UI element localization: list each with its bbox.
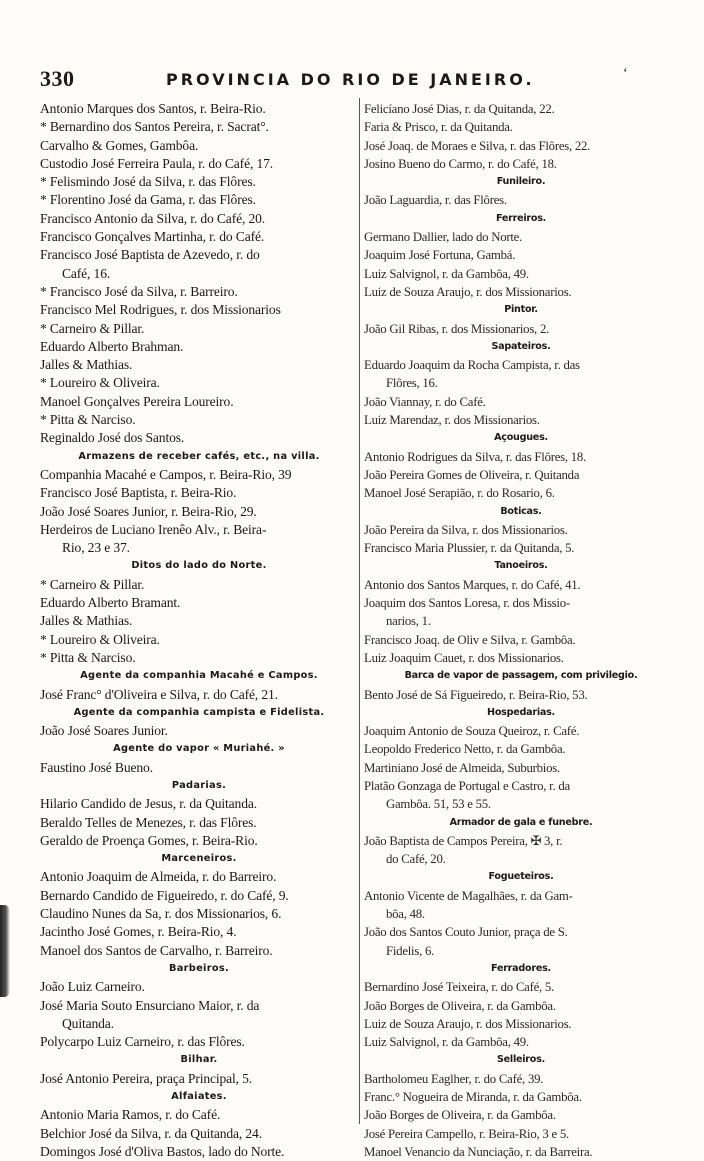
section-heading: Barca de vapor de passagem, com privilegio. — [404, 670, 638, 682]
directory-entry: João José Soares Junior. — [40, 723, 168, 739]
section-heading: Ferreiros. — [495, 212, 547, 224]
entry-continuation: Flôres, 16. — [386, 376, 438, 391]
section-heading: Ferradores. — [491, 962, 551, 974]
directory-entry: José Joaq. de Moraes e Silva, r. das Flôres, 22. — [364, 138, 591, 153]
directory-entry: Manoel dos Santos de Carvalho, r. Barreiro. — [40, 942, 273, 958]
column-divider — [359, 98, 360, 1124]
directory-entry: João Borges de Oliveira, r. da Gambôa. — [364, 1108, 556, 1123]
directory-entry: José Franc° d'Oliveira e Silva, r. do Café, 21. — [40, 686, 278, 702]
directory-entry: Manoel Gonçalves Pereira Loureiro. — [40, 393, 234, 409]
directory-entry: José Maria Souto Ensurciano Maior, r. da — [40, 997, 260, 1013]
section-heading: Açougues. — [494, 432, 548, 444]
entry-continuation: Rio, 23 e 37. — [62, 540, 130, 556]
directory-entry: * Loureiro & Oliveira. — [40, 631, 160, 647]
directory-entry: Carvalho & Gomes, Gambôa. — [40, 137, 199, 153]
directory-entry: João Viannay, r. do Café. — [364, 394, 486, 409]
directory-entry: Bernardo Candido de Figueiredo, r. do Café, 9. — [40, 887, 289, 903]
corner-mark: ‘ — [623, 66, 628, 81]
directory-entry: Luiz de Souza Araujo, r. dos Missionarios. — [364, 1016, 572, 1031]
directory-entry: Domingos José d'Oliva Bastos, lado do Norte. — [40, 1143, 285, 1159]
entry-continuation: do Café, 20. — [386, 852, 446, 867]
section-heading: Bilhar. — [180, 1054, 218, 1066]
directory-entry: Francisco Joaq. de Oliv e Silva, r. Gambôa. — [364, 632, 576, 647]
directory-entry: Francisco José Baptista, r. Beira-Rio. — [40, 485, 237, 501]
directory-entry: Felicíano José Dias, r. da Quitanda, 22. — [364, 102, 555, 116]
directory-entry: Luiz Joaquim Cauet, r. dos Missionarios. — [364, 650, 564, 665]
directory-entry: * Pitta & Narciso. — [40, 649, 136, 665]
directory-entry: Eduardo Alberto Bramant. — [40, 595, 181, 611]
section-heading: Tanoeiros. — [494, 560, 548, 572]
section-heading: Pintor. — [504, 304, 538, 316]
entry-continuation: Gambôa. 51, 53 e 55. — [386, 797, 491, 812]
directory-entry: João dos Santos Couto Junior, praça de S. — [364, 925, 568, 940]
directory-entry: Faustino José Bueno. — [40, 759, 153, 775]
entry-continuation: Fidelis, 6. — [386, 943, 435, 958]
section-heading: Agente do vapor « Muriahé. » — [113, 743, 285, 755]
section-heading: Armador de gala e funebre. — [449, 816, 593, 828]
directory-entry: Francisco Antonio da Silva, r. do Café, 20. — [40, 210, 265, 226]
directory-entry: João Pereira Gomes de Oliveira, r. Quitanda — [364, 467, 580, 482]
directory-entry: João Borges de Oliveira, r. da Gambôa. — [364, 998, 556, 1013]
section-heading: Fogueteiros. — [488, 871, 554, 883]
directory-entry: Bento José de Sá Figueiredo, r. Beira-Rio, 53. — [364, 687, 588, 702]
directory-entry: * Francisco José da Silva, r. Barreiro. — [40, 283, 238, 299]
directory-entry: João Laguardia, r. das Flôres. — [364, 193, 507, 208]
directory-entry: Martiniano José de Almeida, Suburbios. — [364, 760, 560, 775]
directory-entry: Manoel José Serapião, r. do Rosario, 6. — [364, 486, 555, 501]
directory-entry: Josino Bueno do Carmo, r. do Café, 18. — [364, 156, 557, 171]
directory-entry: * Pitta & Narciso. — [40, 412, 136, 428]
directory-entry: Joaquim José Fortuna, Gambá. — [364, 248, 516, 263]
directory-entry: Luiz Marendaz, r. dos Missionarios. — [364, 413, 540, 428]
directory-entry: Antonio Joaquim de Almeida, r. do Barreiro. — [40, 869, 277, 885]
directory-entry: Luiz Salvignol, r. da Gambôa, 49. — [364, 266, 529, 281]
section-heading: Hospedarias. — [487, 706, 555, 718]
left-column — [40, 100, 358, 1161]
directory-entry: Antonio Rodrigues da Silva, r. das Flôres, 18. — [364, 449, 587, 464]
directory-entry: * Loureiro & Oliveira. — [40, 375, 160, 391]
directory-entry: Germano Dallier, lado do Norte. — [364, 230, 523, 245]
directory-entry: João Pereira da Silva, r. dos Missionarios. — [364, 522, 568, 537]
directory-entry: Manoel Venancio da Nunciação, r. da Barreira. — [364, 1144, 593, 1159]
directory-entry: Antonio Marques dos Santos, r. Beira-Rio. — [40, 101, 266, 116]
directory-entry: Antonio Maria Ramos, r. do Café. — [40, 1107, 221, 1123]
entry-continuation: bôa, 48. — [386, 907, 425, 922]
directory-entry: João Luiz Carneiro. — [40, 979, 145, 995]
section-heading: Agente da companhia campista e Fidelista. — [73, 706, 325, 718]
section-heading: Barbeiros. — [168, 962, 230, 974]
directory-entry: Companhia Macahé e Campos, r. Beira-Rio, 39 — [40, 466, 292, 482]
directory-entry: Joaquim Antonio de Souza Queiroz, r. Café. — [364, 724, 580, 739]
directory-entry: Herdeiros de Luciano Irenêo Alv., r. Beira- — [40, 521, 267, 537]
directory-entry: * Felismindo José da Silva, r. das Flôres. — [40, 174, 256, 190]
section-heading: Funileiro. — [496, 176, 546, 188]
directory-entry: Hilario Candido de Jesus, r. da Quitanda. — [40, 796, 257, 812]
directory-entry: Belchior José da Silva, r. da Quitanda, 24. — [40, 1125, 262, 1141]
directory-entry: Custodio José Ferreira Paula, r. do Café, 17. — [40, 155, 273, 171]
directory-entry: João José Soares Junior, r. Beira-Rio, 29. — [40, 503, 257, 519]
directory-entry: * Carneiro & Pillar. — [40, 576, 145, 592]
directory-entry: Luiz de Souza Araujo, r. dos Missionarios. — [364, 284, 572, 299]
directory-entry: Francisco Gonçalves Martinha, r. do Café. — [40, 229, 265, 245]
directory-entry: * Carneiro & Pillar. — [40, 320, 145, 336]
directory-entry: Antonio dos Santos Marques, r. do Café, 41. — [364, 577, 581, 592]
section-heading: Alfaiates. — [171, 1091, 227, 1103]
running-title: PROVINCIA DO RIO DE JANEIRO. — [166, 70, 535, 89]
section-heading: Agente da companhia Macahé e Campos. — [80, 670, 318, 682]
directory-entry: José Antonio Pereira, praça Principal, 5. — [40, 1070, 253, 1086]
directory-entry: Eduardo Joaquim da Rocha Campista, r. das — [364, 358, 580, 373]
section-heading: Ditos do lado do Norte. — [131, 560, 267, 572]
directory-entry: Bernardino José Teixeira, r. do Café, 5. — [364, 980, 555, 995]
directory-entry: Faria & Prisco, r. da Quitanda. — [364, 120, 513, 135]
section-heading: Boticas. — [500, 505, 542, 517]
directory-entry: Bartholomeu Eaglher, r. do Café, 39. — [364, 1071, 544, 1086]
directory-entry: Claudino Nunes da Sa, r. dos Missionarios, 6. — [40, 906, 282, 922]
directory-entry: Jalles & Mathias. — [40, 357, 133, 373]
section-heading: Padarias. — [171, 779, 227, 791]
entry-continuation: Quitanda. — [62, 1015, 114, 1031]
directory-entry: Platão Gonzaga de Portugal e Castro, r. da — [364, 778, 570, 793]
directory-entry: Eduardo Alberto Brahman. — [40, 338, 184, 354]
directory-entry: * Florentino José da Gama, r. das Flôres. — [40, 192, 256, 208]
directory-entry: Antonio Vicente de Magalhães, r. da Gam- — [364, 888, 573, 903]
directory-entry: Jacintho José Gomes, r. Beira-Rio, 4. — [40, 924, 237, 940]
directory-entry: Francisco José Baptista de Azevedo, r. do — [40, 247, 260, 263]
directory-entry: Luiz Salvignol, r. da Gambôa, 49. — [364, 1035, 529, 1050]
directory-entry: José Pereira Campello, r. Beira-Rio, 3 e 5. — [364, 1126, 569, 1141]
binding-edge-shadow — [0, 905, 10, 997]
directory-entry: Geraldo de Proença Gomes, r. Beira-Rio. — [40, 832, 258, 848]
right-column — [364, 100, 678, 1161]
directory-entry: Beraldo Telles de Menezes, r. das Flôres. — [40, 814, 257, 830]
section-heading: Sapateiros. — [491, 340, 551, 352]
directory-entry: João Baptista de Campos Pereira, ✠ 3, r. — [364, 833, 563, 848]
section-heading: Selleiros. — [497, 1054, 545, 1066]
directory-entry: Franc.° Nogueira de Miranda, r. da Gambôa. — [364, 1090, 582, 1105]
directory-entry: Francisco Mel Rodrigues, r. dos Missionarios — [40, 302, 281, 318]
directory-entry: Reginaldo José dos Santos. — [40, 430, 185, 446]
entry-continuation: Café, 16. — [62, 265, 111, 281]
directory-entry: Polycarpo Luiz Carneiro, r. das Flôres. — [40, 1034, 245, 1050]
page-number: 330 — [40, 66, 75, 91]
section-heading: Armazens de receber cafés, etc., na villa. — [78, 450, 320, 462]
directory-entry: João Gil Ribas, r. dos Missionarios, 2. — [364, 321, 550, 336]
directory-entry: * Bernardino dos Santos Pereira, r. Sacrat°. — [40, 119, 269, 135]
directory-entry: Jalles & Mathias. — [40, 613, 133, 629]
directory-entry: Joaquim dos Santos Loresa, r. dos Missio- — [364, 596, 570, 611]
directory-entry: Leopoldo Frederico Netto, r. da Gambôa. — [364, 742, 566, 757]
entry-continuation: narios, 1. — [386, 614, 431, 629]
section-heading: Marceneiros. — [161, 853, 237, 865]
directory-entry: Francisco Maria Plussier, r. da Quitanda, 5. — [364, 541, 575, 556]
page-header — [40, 66, 660, 96]
